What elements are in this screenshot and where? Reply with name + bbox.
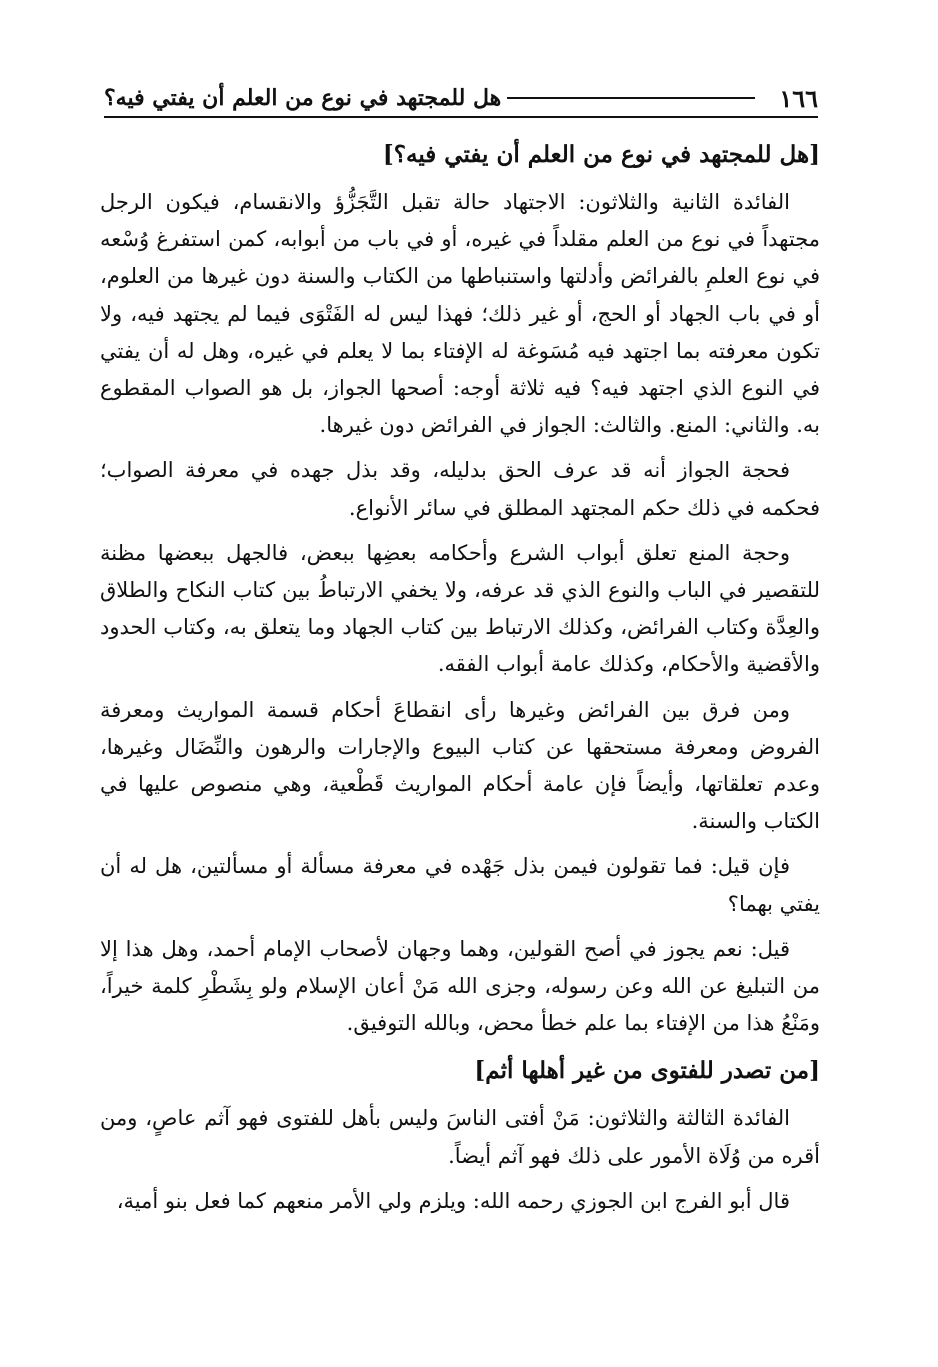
running-title: هل للمجتهد في نوع من العلم أن يفتي فيه؟ [104,85,502,111]
paragraph-7: الفائدة الثالثة والثلاثون: مَنْ أفتى الناسَ وليس بأهل للفتوى فهو آثم عاصٍ، ومن أقره من وُلَاة الأمور على ذلك فهو آثم أيضاً. [100,1106,820,1168]
page-number: ١٦٦ [779,83,818,113]
paragraph-8: قال أبو الفرج ابن الجوزي رحمه الله: ويلزم ولي الأمر منعهم كما فعل بنو أمية، [116,1188,790,1213]
paragraph-3: وحجة المنع تعلق أبواب الشرع وأحكامه بعضِها ببعض، فالجهل ببعضها مظنة للتقصير في الباب والنوع الذي قد عرفه، ولا يخفي الارتباطُ بين كتاب النكاح والطلاق والعِدَّة وكتاب الفرائض، وكذلك الارتباط بين كتاب الجهاد وما يتعلق به، وكتاب الحدود والأقضية والأحكام، وكذلك عامة أبواب الفقه. [100,540,820,677]
section-heading-1: [هل للمجتهد في نوع من العلم أن يفتي فيه؟] [382,141,820,168]
section-heading-2: [من تصدر للفتوى من غير أهلها أثم] [474,1057,820,1085]
paragraph-1: الفائدة الثانية والثلاثون: الاجتهاد حالة تقبل التَّجَزُّؤ والانقسام، فيكون الرجل مجتهداً في نوع من العلم مقلداً في غيره، أو في باب من أبوابه، كمن استفرغ وُسْعه في نوع العلمِ بالفرائض وأدلتها واستنباطها من الكتاب والسنة دون غيرها من العلوم، أو في باب الجهاد أو الحج، أو غير ذلك؛ فهذا ليس له الفَتْوَى فيما لم يجتهد فيه، ولا تكون معرفته بما اجتهد فيه مُسَوغة له الإفتاء بما لا يعلم في غيره، وهل له أن يفتي في النوع الذي اجتهد فيه؟ فيه ثلاثة أوجه: أصحها الجواز، بل هو الصواب المقطوع به. والثاني: المنع. والثالث: الجواز في الفرائض دون غيرها. [100,190,820,438]
running-header [104,80,818,118]
paragraph-5: فإن قيل: فما تقولون فيمن بذل جَهْده في معرفة مسألة أو مسألتين، هل له أن يفتي بهما؟ [100,854,820,916]
paragraph-2: فحجة الجواز أنه قد عرف الحق بدليله، وقد بذل جهده في معرفة الصواب؛ فحكمه في ذلك حكم المجتهد المطلق في سائر الأنواع. [100,458,820,520]
paragraph-6: قيل: نعم يجوز في أصح القولين، وهما وجهان لأصحاب الإمام أحمد، وهل هذا إلا من التبليغ عن الله وعن رسوله، وجزى الله مَنْ أعان الإسلام ولو بِشَطْرِ كلمة خيراً، ومَنْعُ هذا من الإفتاء بما علم خطأ محض، وبالله التوفيق. [100,936,820,1036]
paragraph-4: ومن فرق بين الفرائض وغيرها رأى انقطاعَ أحكام قسمة المواريث ومعرفة الفروض ومعرفة مستحقها عن كتاب البيوع والإجارات والرهون والنِّضَال وغيرها، وعدم تعلقاتها، وأيضاً فإن عامة أحكام المواريث قَطْعية، وهي منصوص عليها في الكتاب والسنة. [100,697,820,834]
header-rule [507,97,755,99]
page-body [100,128,820,1228]
